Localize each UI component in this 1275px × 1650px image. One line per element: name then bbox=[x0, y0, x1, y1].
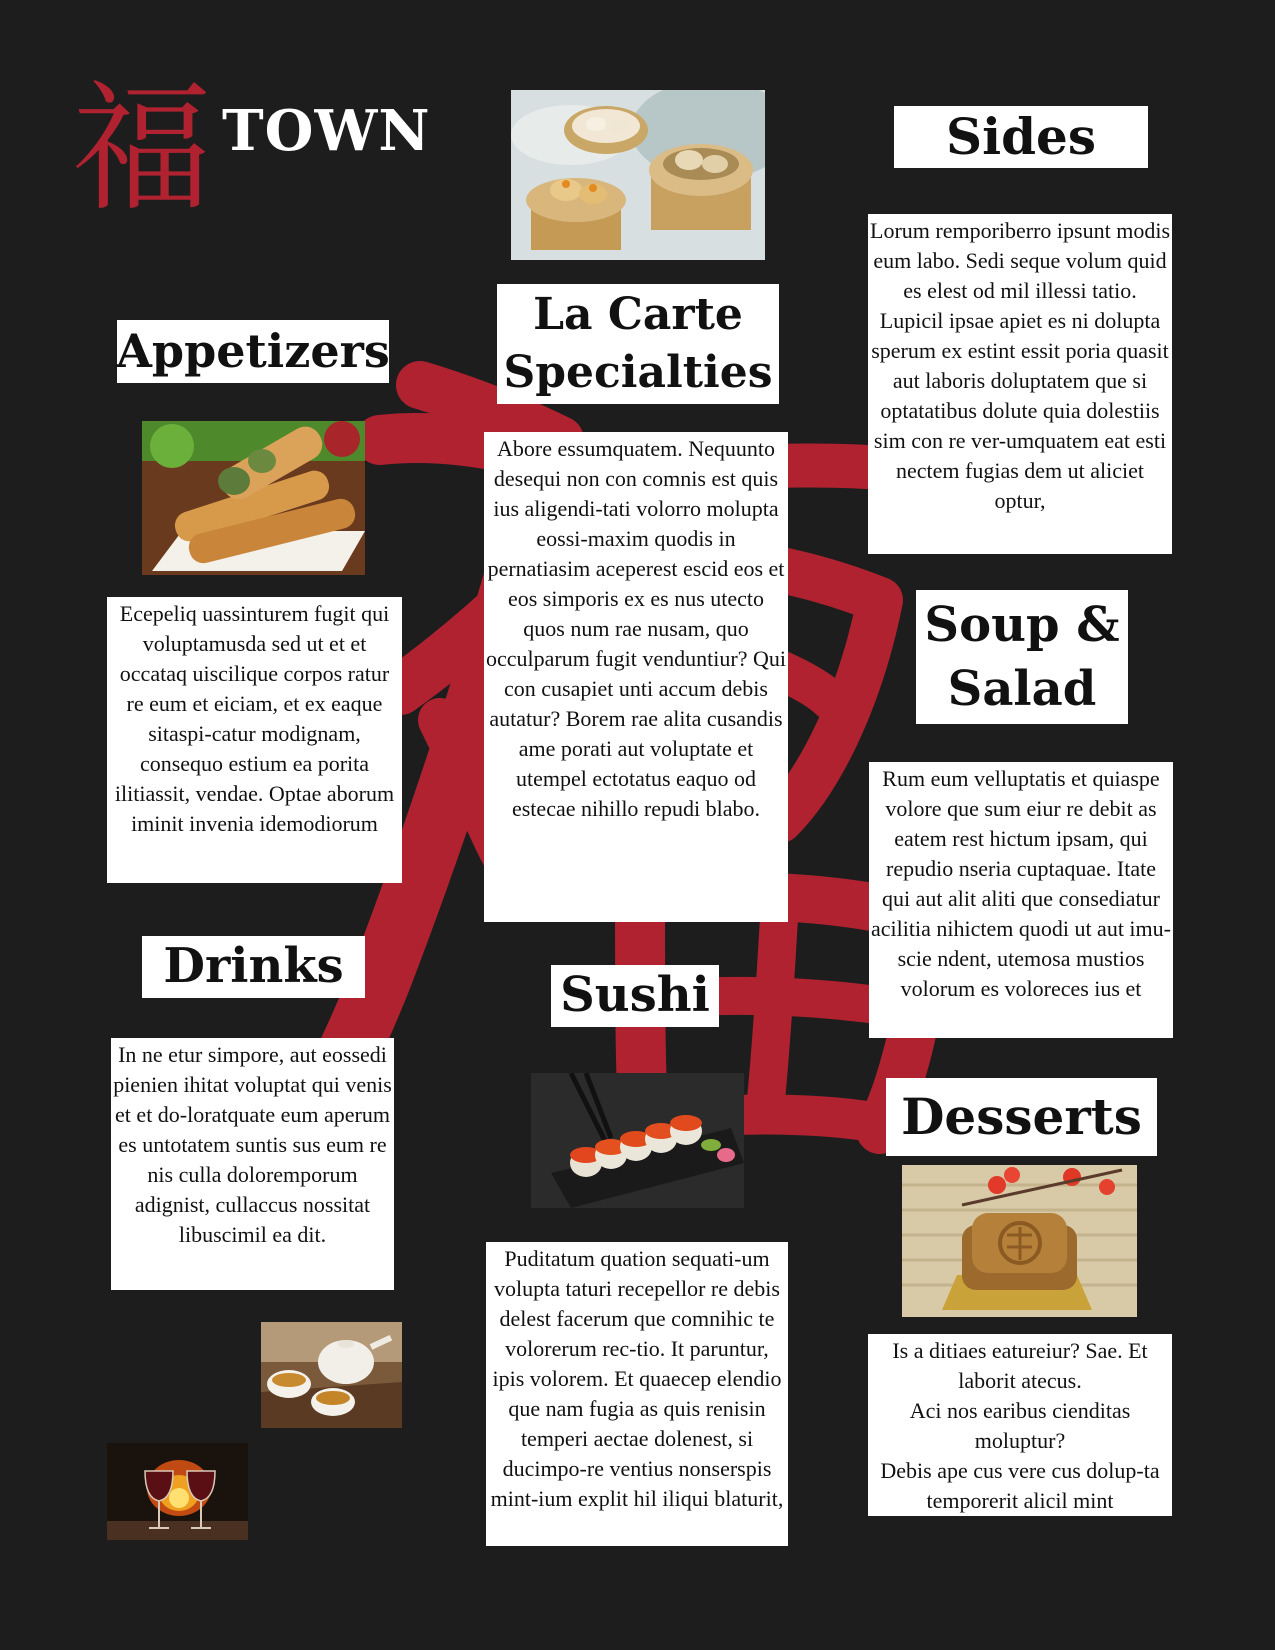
desserts-title: Desserts bbox=[901, 1087, 1142, 1146]
drinks-title: Drinks bbox=[163, 938, 344, 995]
tea-photo bbox=[261, 1322, 402, 1428]
soup-salad-body: Rum eum velluptatis et quiaspe volore que sum eiur re debit as eatem rest hictum ipsam, qui repudio nseria cuptaquae. Itate qui aut alit aliti que consediatur acilitia nihictem quodi ut aut imu-scie ndent, utemosa mustios volorum es voloreces ius et bbox=[871, 766, 1171, 1001]
sushi-photo bbox=[531, 1073, 744, 1208]
appetizers-heading bbox=[117, 320, 389, 383]
la-carte-heading bbox=[497, 284, 779, 404]
spring-rolls-icon bbox=[142, 421, 365, 575]
soup-salad-description bbox=[869, 762, 1173, 1038]
drinks-description bbox=[111, 1038, 394, 1290]
appetizers-description bbox=[107, 597, 402, 883]
sushi-heading bbox=[551, 965, 719, 1027]
sushi-body: Puditatum quation sequati-um volupta taturi recepellor re debis delest facerum que comnihic te volorerum rec-tio. It paruntur, ipis volorem. Et quaecep elendio que nam fugia as quis renisin temperi aectae dolenest, si ducimpo-re ventius nonserspis mint-ium explit hil iliqui blaturit, bbox=[490, 1246, 784, 1511]
mooncake-photo bbox=[902, 1165, 1137, 1317]
desserts-body-line1: Is a ditiaes eatureiur? Sae. Et laborit atecus. bbox=[892, 1338, 1148, 1393]
dim-sum-photo bbox=[511, 90, 765, 260]
soup-salad-title-line2: Salad bbox=[947, 661, 1097, 717]
la-carte-description bbox=[484, 432, 788, 922]
la-carte-body: Abore essumquatem. Nequunto desequi non con comnis est quis ius aligendi-tati volorro molupta eossi-maxim quodis in pernatiasim aceperest escid eos et eos simporis ex es nus utecto quos num rae nusam, quo occulparum fugit venduntiur? Qui con cusapiet unti accum debis autatur? Borem rae alita cusandis ame porati aut voluptate et utempel ectotatus eaquo od estecae nihillo repudi blabo. bbox=[486, 436, 786, 821]
sushi-icon bbox=[531, 1073, 744, 1208]
logo-fu-character: 福 bbox=[72, 68, 213, 231]
spring-rolls-photo bbox=[142, 421, 365, 575]
tea-icon bbox=[261, 1322, 402, 1428]
wine-icon bbox=[107, 1443, 248, 1540]
la-carte-title-line1: La Carte bbox=[533, 289, 743, 340]
drinks-heading bbox=[142, 936, 365, 998]
la-carte-title-line2: Specialties bbox=[503, 347, 773, 398]
desserts-description bbox=[868, 1334, 1172, 1516]
soup-salad-heading bbox=[916, 590, 1128, 724]
sushi-title: Sushi bbox=[560, 967, 710, 1024]
sides-body: Lorum remporiberro ipsunt modis eum labo. Sedi seque volum quid es elest od mil illessi tatio. Lupicil ipsae apiet es ni dolupta sperum ex estint essit poria quasit aut laboris doluptatem que si optatatibus dolute quia dolestiis sim con re ver-umquatem eat esti nectem fugias dem ut aliciet optur, bbox=[870, 218, 1171, 513]
appetizers-body: Ecepeliq uassinturem fugit qui voluptamusda sed ut et et occataq uiscilique corpos ratur re eum et eiciam, et ex eaque sitaspi-catur modignam, consequo estium ea porita ilitiassit, vendae. Optae aborum iminit invenia idemodiorum bbox=[114, 601, 395, 836]
dim-sum-icon bbox=[511, 90, 765, 260]
sides-heading bbox=[894, 106, 1148, 168]
sides-description bbox=[868, 214, 1172, 554]
desserts-body-line2: Aci nos earibus cienditas moluptur? bbox=[909, 1398, 1131, 1453]
sides-title: Sides bbox=[945, 107, 1097, 166]
soup-salad-title-line1: Soup & bbox=[924, 597, 1120, 653]
appetizers-title: Appetizers bbox=[116, 323, 390, 378]
drinks-body: In ne etur simpore, aut eossedi pienien ihitat voluptat qui venis et et do-loratquate eum aperum es untotatem suntis sus eum re nis culla doloremporum adignist, cullaccus nossitat libuscimil ea dit. bbox=[113, 1042, 392, 1247]
sushi-description bbox=[486, 1242, 788, 1546]
wine-photo bbox=[107, 1443, 248, 1540]
desserts-heading bbox=[886, 1078, 1157, 1156]
mooncake-icon bbox=[902, 1165, 1137, 1317]
logo-town-wordmark: TOWN bbox=[222, 98, 431, 164]
desserts-body-line3: Debis ape cus vere cus dolup-ta temporerit alicil mint bbox=[880, 1458, 1160, 1513]
